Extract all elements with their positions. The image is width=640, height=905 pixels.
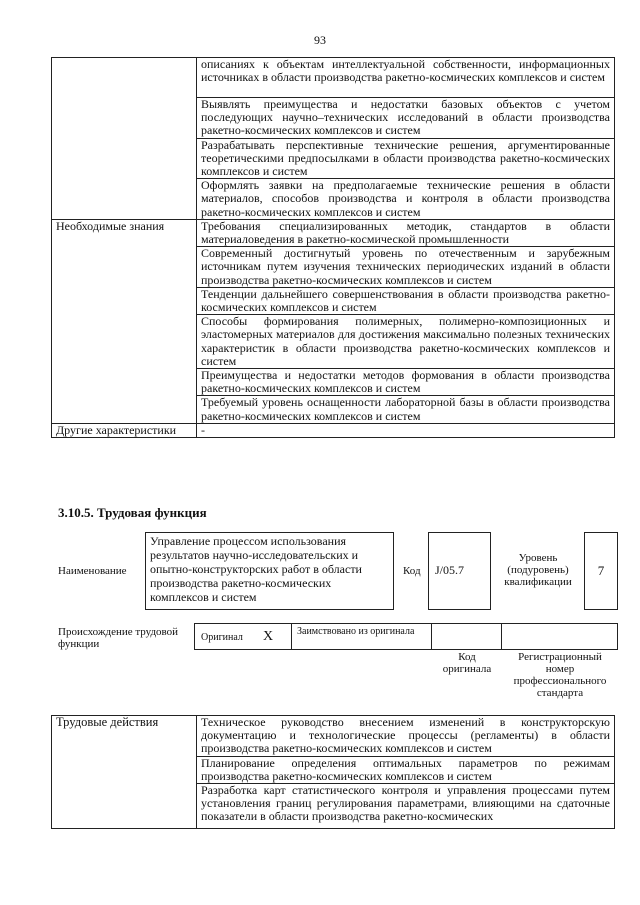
table-cell: Современный достигнутый уровень по отечественным и зарубежным источникам путем изучения технических периодических изданий в области производства ракетно-космических комплексов и систем	[197, 247, 615, 288]
row-label-other: Другие характеристики	[52, 423, 197, 437]
borrowed-label: Заимствовано из оригинала	[297, 626, 415, 637]
original-box	[194, 623, 292, 650]
table-cell: Выявлять преимущества и недостатки базовых объектов с учетом последующих научно–технических исследований в области производства ракетно-космических комплексов и систем	[197, 98, 615, 139]
table-cell: Тенденции дальнейшего совершенствования в области производства ракетно-космических комплексов и систем	[197, 287, 615, 314]
table-cell: Техническое руководство внесением изменений в конструкторскую документацию и технологические процессы (регламенты) в области производства ракетно-космических комплексов и систем	[197, 716, 615, 757]
level-label: Уровень (подуровень) квалификации	[504, 552, 572, 588]
table-row	[52, 58, 615, 98]
level-box	[584, 532, 618, 610]
code-label: Код	[403, 565, 421, 577]
table-cell: Требования специализированных методик, стандартов в области материаловедения в ракетно-космической промышленности	[197, 219, 615, 246]
function-name-box	[145, 532, 394, 610]
table-cell: Разработка карт статистического контроля и управления процессами путем установления границ регулирования параметрами, влияющими на сдаточные показатели в области производства ракетно-космических	[197, 784, 615, 829]
level-value: 7	[597, 563, 605, 578]
row-label	[52, 58, 197, 220]
table-cell: Разрабатывать перспективные технические решения, аргументированные теоретическими предпосылками в области производства ракетно-космических комплексов и систем	[197, 138, 615, 179]
original-label: Оригинал	[201, 632, 243, 643]
row-label-knowledge: Необходимые знания	[52, 219, 197, 423]
name-label: Наименование	[58, 565, 127, 577]
table-cell: Преимущества и недостатки методов формования в области производства ракетно-космических комплексов и систем	[197, 369, 615, 396]
reg-caption: Регистрационный номер профессионального стандарта	[513, 651, 607, 699]
function-name: Управление процессом использования результатов научно-исследовательских и опытно-конструкторских работ в области производства ракетно-космических комплексов и систем	[150, 534, 362, 604]
skills-knowledge-table	[51, 57, 615, 438]
code-box	[428, 532, 491, 610]
code-value: J/05.7	[435, 563, 465, 577]
code-caption: Код оригинала	[442, 651, 492, 675]
row-label-actions: Трудовые действия	[52, 716, 197, 829]
page-number: 93	[314, 33, 326, 47]
table-cell: Оформлять заявки на предполагаемые технические решения в области материалов, способов производства и контроля в области производства ракетно-космических комплексов и систем	[197, 179, 615, 220]
original-mark: X	[263, 629, 274, 644]
table-cell: описаниях к объектам интеллектуальной собственности, информационных источниках в области производства ракетно-космических комплексов и систем	[197, 58, 615, 98]
table-row	[52, 716, 615, 757]
table-row	[52, 423, 615, 437]
table-cell: Способы формирования полимерных, полимерно-композиционных и эластомерных материалов для достижения максимально полезных технических характеристик в области производства ракетно-космических комплексов и систем	[197, 315, 615, 369]
table-row	[52, 219, 615, 246]
table-cell: -	[197, 423, 615, 437]
borrowed-box	[291, 623, 432, 650]
table-cell: Планирование определения оптимальных параметров по режимам производства ракетно-космических комплексов и систем	[197, 756, 615, 783]
table-cell: Требуемый уровень оснащенности лабораторной базы в области производства ракетно-космических комплексов и систем	[197, 396, 615, 423]
section-title: 3.10.5. Трудовая функция	[58, 505, 207, 520]
reg-number-box	[501, 623, 618, 650]
origin-label: Происхождение трудовой функции	[58, 626, 179, 650]
original-code-box	[431, 623, 502, 650]
labor-actions-table	[51, 715, 615, 829]
